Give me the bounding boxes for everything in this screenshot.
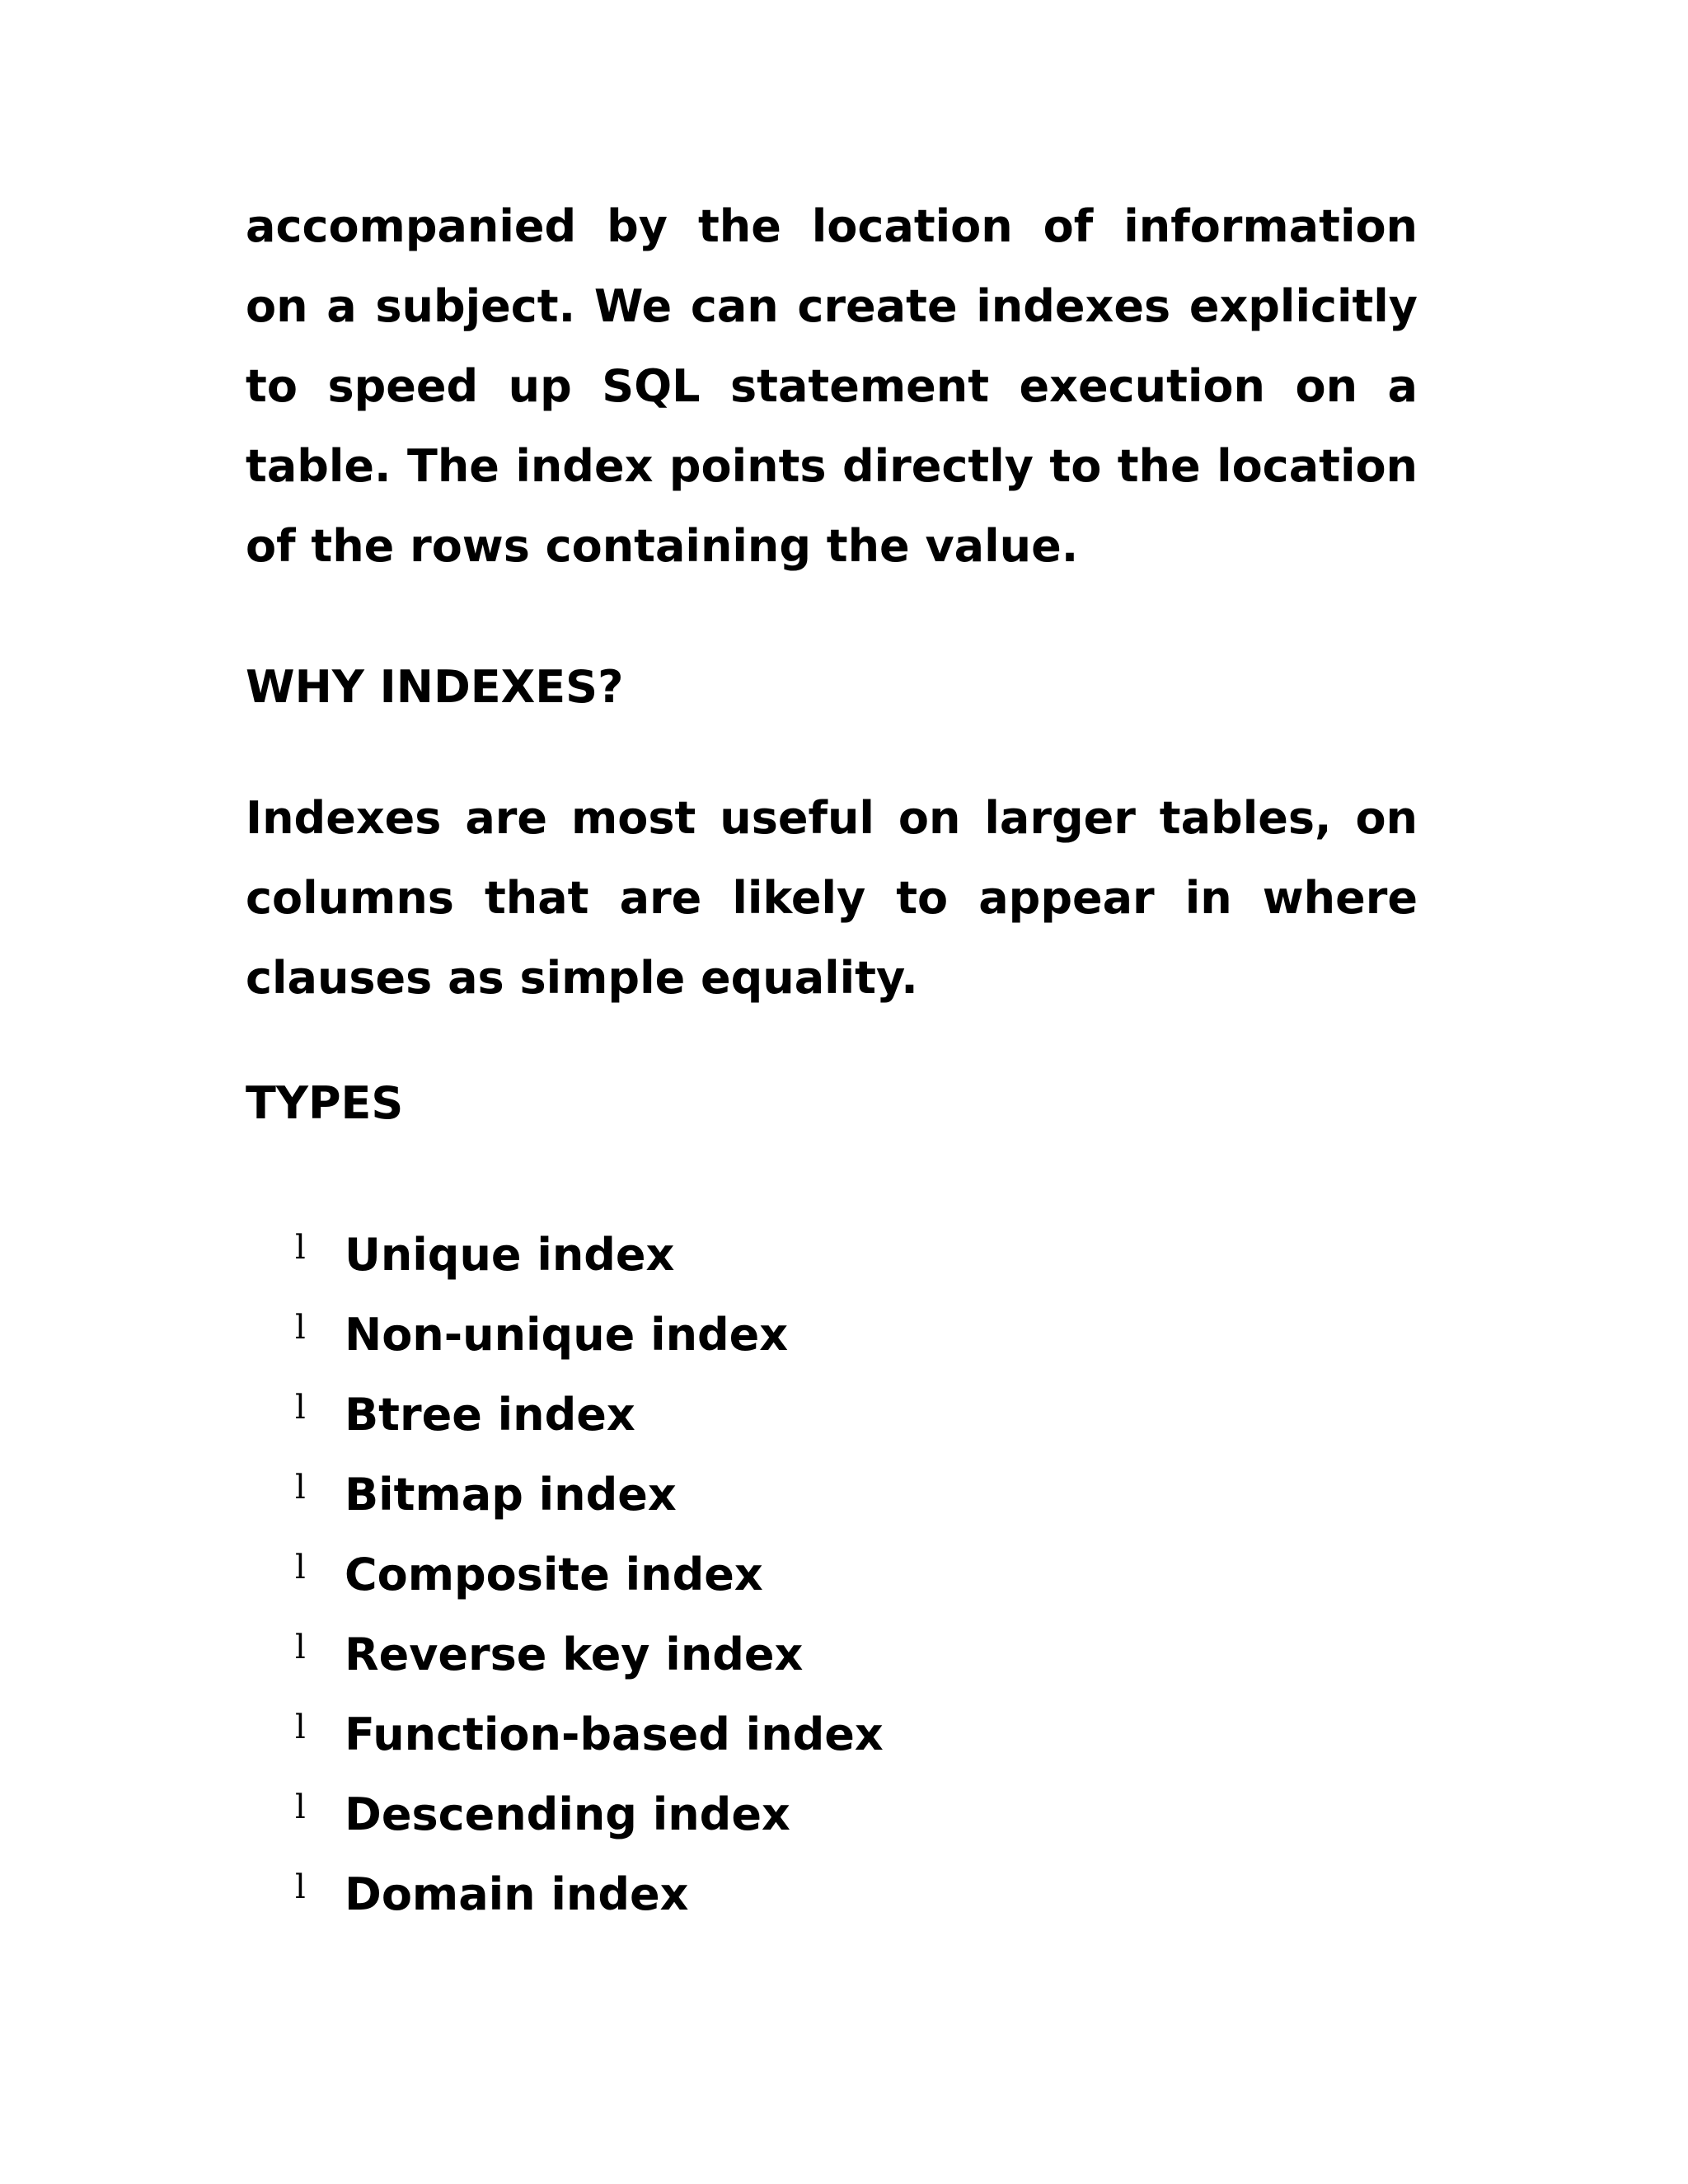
list-item-label: Function-based index: [345, 1708, 884, 1760]
list-item: [0, 1774, 1154, 1854]
bullet-icon: l: [295, 1549, 306, 1586]
bullet-icon: l: [295, 1469, 306, 1507]
list-item: [0, 1694, 1154, 1774]
list-item-label: Btree index: [345, 1389, 635, 1441]
list-item-label: Non-unique index: [345, 1309, 789, 1361]
index-types-list: [0, 1215, 1154, 1934]
why-indexes-heading: WHY INDEXES?: [246, 661, 624, 713]
list-item-label: Reverse key index: [345, 1629, 804, 1680]
list-item: [0, 1535, 1154, 1615]
list-item-label: Unique index: [345, 1229, 675, 1281]
bullet-icon: l: [295, 1868, 306, 1906]
why-indexes-paragraph: Indexes are most useful on larger tables, on columns that are likely to appear in where clauses as simple equality.: [246, 792, 1418, 1004]
types-heading: TYPES: [246, 1077, 404, 1129]
list-item: [0, 1455, 1154, 1535]
list-item-label: Composite index: [345, 1549, 763, 1601]
bullet-icon: l: [295, 1708, 306, 1746]
bullet-icon: l: [295, 1629, 306, 1666]
list-item-label: Bitmap index: [345, 1469, 677, 1521]
bullet-icon: l: [295, 1229, 306, 1267]
list-item: [0, 1854, 1154, 1934]
list-item: [0, 1375, 1154, 1455]
bullet-icon: l: [295, 1309, 306, 1347]
bullet-icon: l: [295, 1389, 306, 1427]
intro-paragraph: accompanied by the location of information on a subject. We can create indexes explicitly to speed up SQL statement execution on a table. The index points directly to the location of the rows containing the value.: [246, 200, 1418, 572]
list-item-label: Domain index: [345, 1868, 689, 1920]
list-item: [0, 1295, 1154, 1375]
list-item: [0, 1215, 1154, 1295]
list-item-label: Descending index: [345, 1788, 790, 1840]
bullet-icon: l: [295, 1788, 306, 1826]
list-item: [0, 1615, 1154, 1694]
